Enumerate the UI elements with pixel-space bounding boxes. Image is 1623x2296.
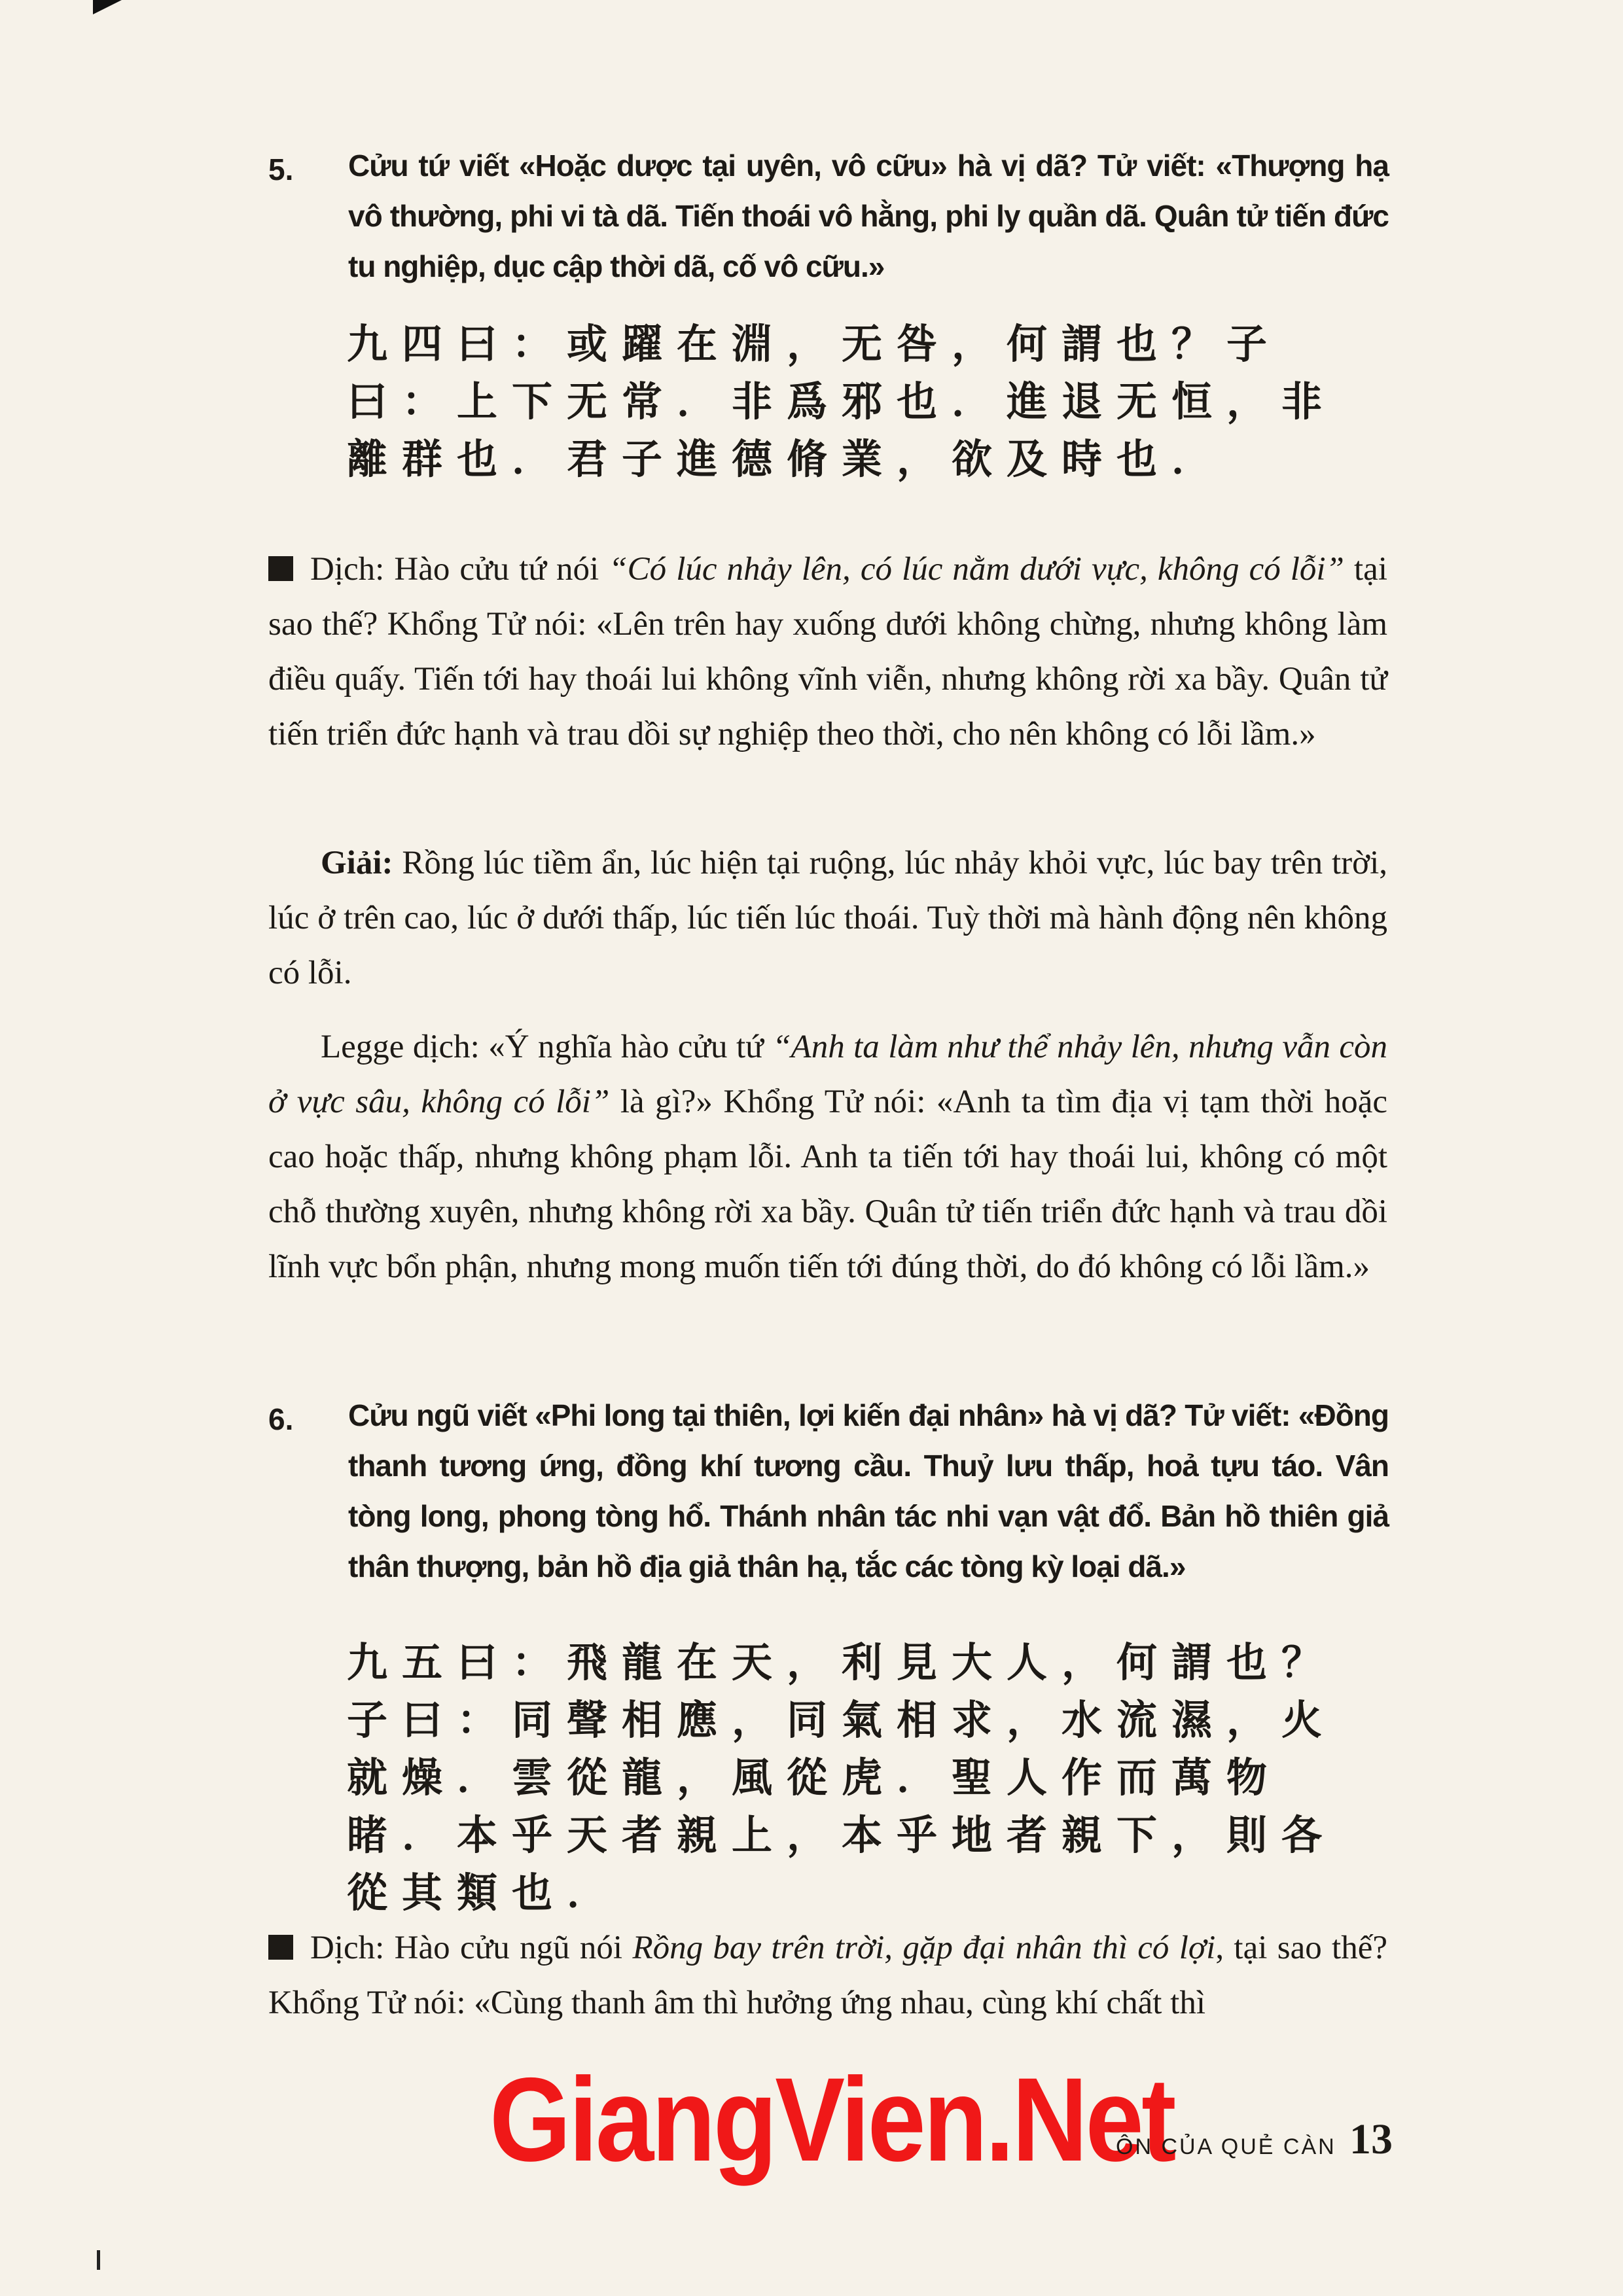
running-title: ÔN CỦA QUẺ CÀN <box>1116 2134 1336 2159</box>
translation-label: Dịch: <box>310 1930 385 1966</box>
corner-mark <box>93 0 122 14</box>
legge-lead: Legge dịch: «Ý nghĩa hào cửu tứ <box>321 1029 764 1065</box>
translation-lead: Hào cửu ngũ nói <box>394 1930 623 1966</box>
chinese-text: 九四曰：或躍在淵，无咎，何謂也？子曰：上下无常．非爲邪也．進退无恒，非離群也．君子進德脩業，欲及時也． <box>347 320 1337 483</box>
translation-body: , tại sao thế? Khổng Tử nói: «Cùng thanh âm thì hưởng ứng nhau, cùng khí chất thì <box>268 1930 1387 2021</box>
han-viet-paragraph: Cửu ngũ viết «Phi long tại thiên, lợi kiến đại nhân» hà vị dã? Tử viết: «Đồng thanh tương ứng, đồng khí tương cầu. Thuỷ lưu thấp, hoả tựu táo. Vân tòng long, phong tòng hổ. Thánh nhân tác nhi vạn vật đổ. Bản hồ thiên giả thân thượng, bản hồ địa giả thân hạ, tắc các tòng kỳ loại dã.» <box>348 1398 1389 1583</box>
translation-quote: “Có lúc nhảy lên, có lúc nằm dưới vực, không có lỗi” <box>609 551 1344 588</box>
section-number: 5. <box>268 152 294 186</box>
corner-tick <box>97 2250 100 2270</box>
translation-quote: Rồng bay trên trời, gặp đại nhân thì có lợi <box>632 1930 1216 1966</box>
translation-label: Dịch: <box>310 551 385 588</box>
commentary-paragraph <box>268 836 1387 1000</box>
translation-lead: Hào cửu tứ nói <box>394 551 599 588</box>
translation-paragraph <box>268 1920 1387 2030</box>
legge-paragraph <box>268 1019 1387 1294</box>
bullet-square-icon <box>268 556 293 581</box>
han-viet-text <box>348 141 1389 292</box>
legge-quote: “Anh ta làm như thể nhảy lên, nhưng vẫn còn ở vực sâu, không có lỗi” <box>268 1029 1388 1120</box>
page-number: 13 <box>1349 2115 1393 2163</box>
translation-body: tại sao thế? Khổng Tử nói: «Lên trên hay xuống dưới không chừng, nhưng không làm điều quấy. Tiến tới hay thoái lui không vĩnh viễn, nhưng không rời xa bầy. Quân tử tiến triển đức hạnh và trau dồi sự nghiệp theo thời, cho nên không có lỗi lầm.» <box>268 551 1387 752</box>
chinese-text: 九五曰：飛龍在天，利見大人，何謂也？子曰：同聲相應，同氣相求，水流濕，火就燥．雲從龍，風從虎．聖人作而萬物睹．本乎天者親上，本乎地者親下，則各從其類也． <box>347 1638 1337 1916</box>
han-viet-paragraph: Cửu tứ viết «Hoặc dược tại uyên, vô cữu» hà vị dã? Tử viết: «Thượng hạ vô thường, phi vi tà dã. Tiến thoái vô hằng, phi ly quần dã. Quân tử tiến đức tu nghiệp, dục cập thời dã, cố vô cữu.» <box>348 149 1389 283</box>
bullet-square-icon <box>268 1935 293 1960</box>
legge-body: là gì?» Khổng Tử nói: «Anh ta tìm địa vị tạm thời hoặc cao hoặc thấp, nhưng không phạm lỗi. Anh ta tiến tới hay thoái lui, không có một chỗ thường xuyên, nhưng không rời xa bầy. Quân tử tiến triển đức hạnh và trau dồi lĩnh vực bổn phận, nhưng mong muốn tiến tới đúng thời, do đó không có lỗi lầm.» <box>268 1084 1388 1285</box>
translation-paragraph <box>268 542 1387 762</box>
commentary-label: Giải: <box>321 845 393 881</box>
watermark: GiangVien.Net <box>490 2053 1174 2186</box>
section-number: 6. <box>268 1402 294 1436</box>
commentary-body: Rồng lúc tiềm ẩn, lúc hiện tại ruộng, lúc nhảy khỏi vực, lúc bay trên trời, lúc ở trên cao, lúc ở dưới thấp, lúc tiến lúc thoái. Tuỳ thời mà hành động nên không có lỗi. <box>268 845 1387 991</box>
han-viet-text <box>348 1390 1389 1592</box>
